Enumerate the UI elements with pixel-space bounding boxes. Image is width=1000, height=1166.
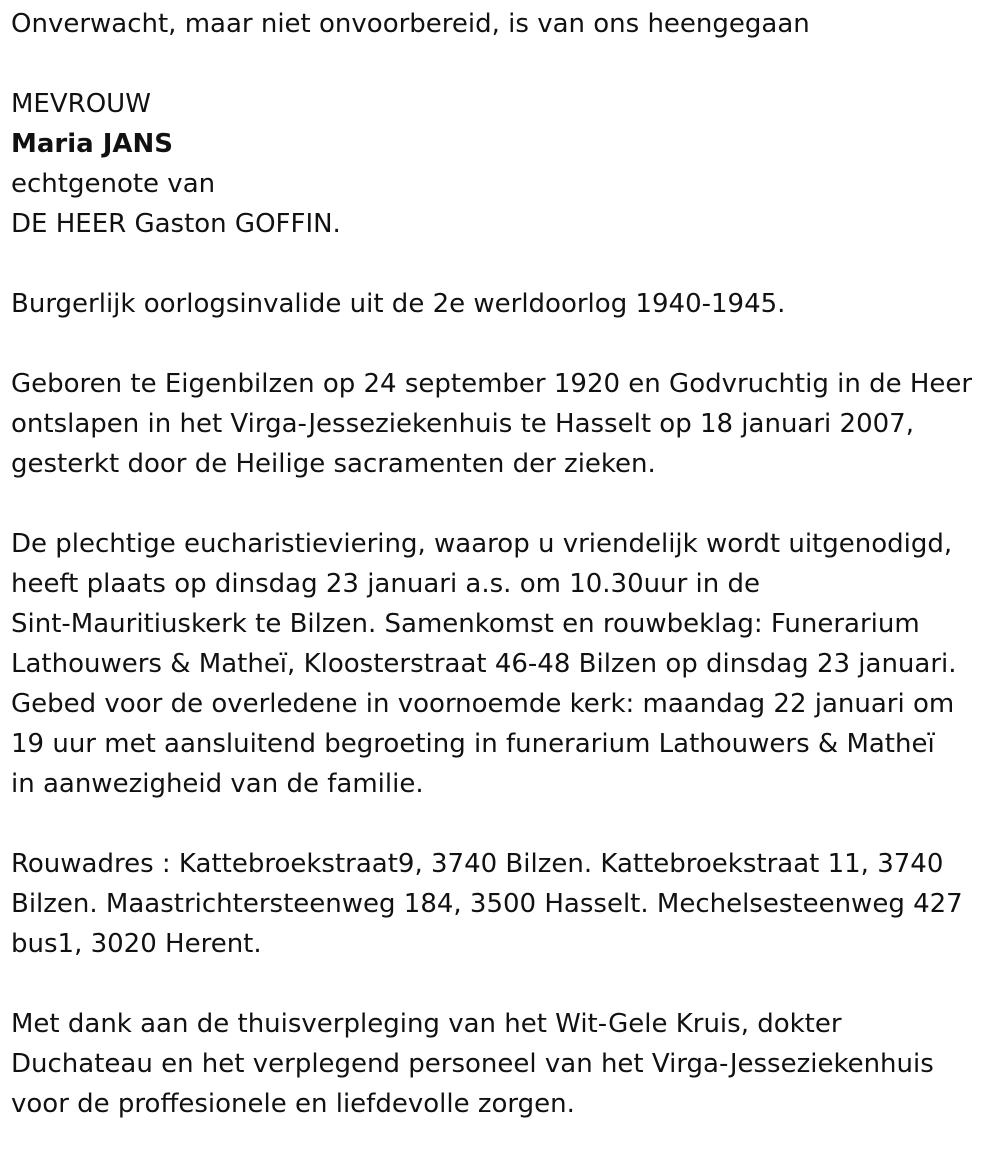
spouse-line: DE HEER Gaston GOFFIN. <box>11 209 341 239</box>
text-line: heeft plaats op dinsdag 23 januari a.s. om 10.30uur in de <box>11 569 761 599</box>
text-line: Bilzen. Maastrichtersteenweg 184, 3500 Hasselt. Mechelsesteenweg 427 <box>11 889 963 919</box>
deceased-name: Maria JANS <box>11 129 174 159</box>
text-line: bus1, 3020 Herent. <box>11 929 262 959</box>
text-line: Duchateau en het verplegend personeel van het Virga-Jesseziekenhuis <box>11 1049 934 1079</box>
text-line: voor de proffesionele en liefdevolle zorgen. <box>11 1089 575 1119</box>
ceremony-paragraph <box>11 524 996 804</box>
title-prefix: MEVROUW <box>11 89 151 119</box>
birth-death-paragraph <box>11 364 996 484</box>
text-line: gesterkt door de Heilige sacramenten der zieken. <box>11 449 656 479</box>
spacer <box>11 804 996 844</box>
intro-line: Onverwacht, maar niet onvoorbereid, is van ons heengegaan <box>11 9 810 39</box>
text-line: Met dank aan de thuisverpleging van het Wit-Gele Kruis, dokter <box>11 1009 842 1039</box>
relation-line: echtgenote van <box>11 169 216 199</box>
text-line: Lathouwers & Matheï, Kloosterstraat 46-48 Bilzen op dinsdag 23 januari. <box>11 649 957 679</box>
address-paragraph <box>11 844 996 964</box>
text-line: Gebed voor de overledene in voornoemde kerk: maandag 22 januari om <box>11 689 955 719</box>
text-line: Rouwadres : Kattebroekstraat9, 3740 Bilzen. Kattebroekstraat 11, 3740 <box>11 849 944 879</box>
spacer <box>11 44 996 84</box>
death-notice <box>11 4 996 1124</box>
text-line: ontslapen in het Virga-Jesseziekenhuis te Hasselt op 18 januari 2007, <box>11 409 914 439</box>
text-line: 19 uur met aansluitend begroeting in funerarium Lathouwers & Matheï <box>11 729 935 759</box>
status-line: Burgerlijk oorlogsinvalide uit de 2e werldoorlog 1940-1945. <box>11 289 786 319</box>
text-line: De plechtige eucharistieviering, waarop u vriendelijk wordt uitgenodigd, <box>11 529 953 559</box>
spacer <box>11 964 996 1004</box>
spacer <box>11 324 996 364</box>
spacer <box>11 244 996 284</box>
text-line: Sint-Mauritiuskerk te Bilzen. Samenkomst en rouwbeklag: Funerarium <box>11 609 920 639</box>
text-line: in aanwezigheid van de familie. <box>11 769 424 799</box>
spacer <box>11 484 996 524</box>
text-line: Geboren te Eigenbilzen op 24 september 1920 en Godvruchtig in de Heer <box>11 369 973 399</box>
thanks-paragraph <box>11 1004 996 1124</box>
